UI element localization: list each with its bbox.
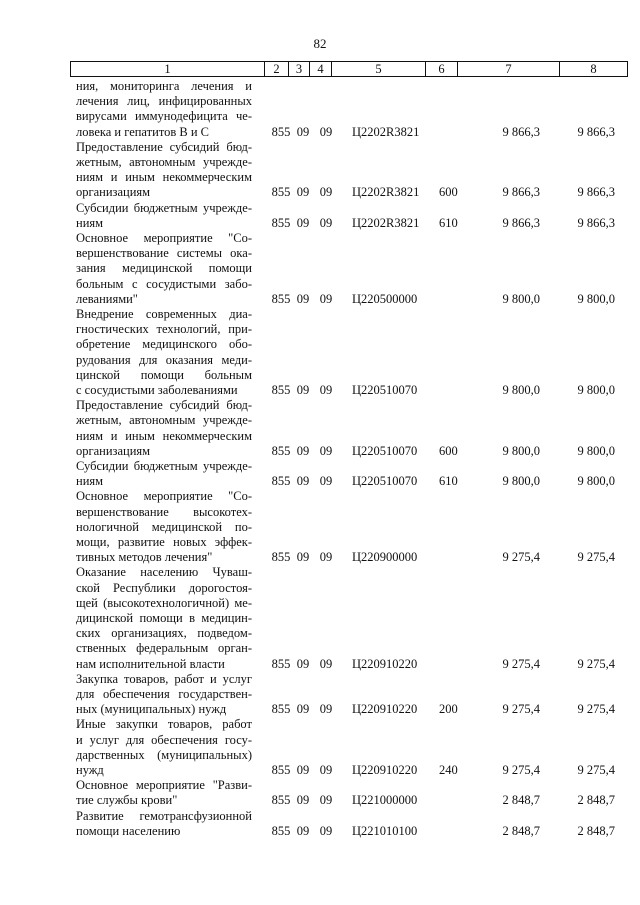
row-description (76, 565, 252, 671)
target-article-code: Ц221010100 (352, 823, 418, 838)
description-line: ния, мониторинга лечения и (76, 79, 252, 93)
subsection-code: 09 (319, 443, 333, 458)
amount-year-1: 9 275,4 (502, 762, 540, 777)
description-line: Субсидии бюджетным учрежде- (76, 459, 252, 473)
description-line: больным с сосудистыми забо- (76, 276, 252, 291)
description-line: нужд (76, 762, 104, 777)
row-description (76, 459, 252, 489)
subsection-code: 09 (319, 656, 333, 671)
description-line: Предоставление субсидий бюд- (76, 139, 252, 154)
description-line: леваниями" (76, 291, 138, 306)
column-header-1: 1 (71, 62, 265, 77)
amount-year-2: 2 848,7 (577, 793, 615, 808)
row-description (76, 717, 252, 778)
section-code: 09 (296, 124, 310, 139)
description-line: тивных методов лечения" (76, 550, 213, 565)
description-line: мощи, развитие новых эффек- (76, 534, 252, 549)
row-description (76, 201, 252, 231)
column-header-8: 8 (560, 62, 628, 77)
amount-year-2: 2 848,7 (577, 823, 615, 838)
expense-type-code: 600 (439, 185, 458, 200)
amount-year-1: 9 866,3 (502, 124, 540, 139)
description-line: организациям (76, 443, 151, 458)
description-line: рудования для оказания меди- (76, 352, 252, 367)
subsection-code: 09 (319, 823, 333, 838)
row-description (76, 140, 252, 201)
expense-type-code: 240 (439, 762, 458, 777)
description-line: щей (высокотехнологичной) ме- (76, 595, 252, 610)
amount-year-2: 9 866,3 (577, 124, 615, 139)
target-article-code: Ц220510070 (352, 474, 418, 489)
target-article-code: Ц2202R3821 (352, 215, 420, 230)
amount-year-1: 2 848,7 (502, 793, 540, 808)
description-line: Предоставление субсидий бюд- (76, 398, 252, 413)
section-code: 09 (296, 762, 310, 777)
description-line: Внедрение современных диа- (76, 307, 252, 321)
row-description (76, 489, 252, 565)
description-line: ственных федеральным орган- (76, 641, 252, 656)
description-line: вирусами иммунодефицита че- (76, 109, 252, 124)
amount-year-2: 9 800,0 (577, 383, 615, 397)
section-code: 09 (296, 215, 310, 230)
amount-year-1: 9 866,3 (502, 185, 540, 200)
amount-year-2: 9 800,0 (577, 474, 615, 489)
target-article-code: Ц220500000 (352, 291, 418, 306)
column-header-7: 7 (458, 62, 560, 77)
description-line: гностических технологий, при- (76, 322, 252, 337)
amount-year-1: 9 800,0 (502, 474, 540, 489)
description-line: Оказание населению Чуваш- (76, 565, 252, 580)
grbs-code: 855 (271, 702, 291, 717)
page-number: 82 (313, 36, 327, 51)
column-header-row (71, 62, 628, 77)
description-line: нологичной медицинской по- (76, 519, 252, 534)
grbs-code: 855 (271, 215, 291, 230)
expense-type-code: 600 (439, 443, 458, 458)
section-code: 09 (296, 823, 310, 838)
grbs-code: 855 (271, 185, 291, 200)
description-line: жетным, автономным учрежде- (76, 413, 252, 428)
description-line: Основное мероприятие "Разви- (76, 778, 252, 793)
grbs-code: 855 (271, 762, 291, 777)
amount-year-1: 9 275,4 (502, 702, 540, 717)
description-line: ловека и гепатитов B и C (76, 124, 210, 139)
amount-year-2: 9 275,4 (577, 762, 615, 777)
description-line: ниям и иным некоммерческим (76, 428, 252, 443)
description-line: жетным, автономным учрежде- (76, 154, 252, 169)
description-line: дарственных (муниципальных) (76, 747, 252, 762)
description-line: зания медицинской помощи (76, 261, 252, 276)
expense-type-code: 610 (439, 474, 458, 489)
subsection-code: 09 (319, 383, 333, 397)
description-line: с сосудистыми заболеваниями (76, 382, 238, 397)
amount-year-2: 9 275,4 (577, 702, 615, 717)
section-code: 09 (296, 656, 310, 671)
description-line: помощи населению (76, 823, 181, 838)
column-header-2: 2 (265, 62, 289, 77)
grbs-code: 855 (271, 793, 291, 808)
description-line: вершенствование высокотех- (76, 504, 252, 519)
expense-type-code: 200 (439, 702, 458, 717)
description-line: для обеспечения государствен- (76, 686, 252, 701)
amount-year-2: 9 275,4 (577, 656, 615, 671)
subsection-code: 09 (319, 474, 333, 489)
row-description (76, 778, 252, 808)
row-description (76, 809, 252, 839)
target-article-code: Ц2202R3821 (352, 124, 420, 139)
description-line: цинской помощи больным (76, 367, 252, 382)
section-code: 09 (296, 185, 310, 200)
description-line: ниям (76, 215, 104, 230)
description-line: Основное мероприятие "Со- (76, 489, 252, 504)
subsection-code: 09 (319, 124, 333, 139)
amount-year-2: 9 800,0 (577, 443, 615, 458)
section-code: 09 (296, 383, 310, 397)
section-code: 09 (296, 793, 310, 808)
subsection-code: 09 (319, 215, 333, 230)
subsection-code: 09 (319, 762, 333, 777)
description-line: тие службы крови" (76, 793, 178, 808)
row-description (76, 672, 252, 718)
target-article-code: Ц220510070 (352, 383, 418, 397)
amount-year-1: 9 866,3 (502, 215, 540, 230)
description-line: обретение медицинского обо- (76, 337, 252, 352)
description-line: ской Республики дорогостоя- (76, 580, 252, 595)
grbs-code: 855 (271, 443, 291, 458)
grbs-code: 855 (271, 383, 291, 397)
row-description (76, 231, 252, 307)
description-line: Развитие гемотрансфузионной (76, 808, 252, 823)
amount-year-1: 2 848,7 (502, 823, 540, 838)
target-article-code: Ц221000000 (352, 793, 418, 808)
description-line: Закупка товаров, работ и услуг (76, 671, 252, 686)
subsection-code: 09 (319, 185, 333, 200)
section-code: 09 (296, 474, 310, 489)
column-header-4: 4 (310, 62, 332, 77)
target-article-code: Ц220510070 (352, 443, 418, 458)
column-header-3: 3 (289, 62, 310, 77)
row-description (76, 79, 252, 140)
amount-year-2: 9 866,3 (577, 215, 615, 230)
amount-year-2: 9 866,3 (577, 185, 615, 200)
description-line: Субсидии бюджетным учрежде- (76, 200, 252, 215)
description-line: организациям (76, 185, 151, 200)
grbs-code: 855 (271, 550, 291, 565)
grbs-code: 855 (271, 823, 291, 838)
subsection-code: 09 (319, 550, 333, 565)
amount-year-1: 9 800,0 (502, 443, 540, 458)
subsection-code: 09 (319, 291, 333, 306)
grbs-code: 855 (271, 474, 291, 489)
grbs-code: 855 (271, 291, 291, 306)
row-description (76, 307, 252, 398)
amount-year-1: 9 800,0 (502, 291, 540, 306)
amount-year-1: 9 275,4 (502, 656, 540, 671)
description-line: лечения лиц, инфицированных (76, 94, 252, 109)
description-line: ных (муниципальных) нужд (76, 702, 227, 717)
amount-year-1: 9 275,4 (502, 550, 540, 565)
target-article-code: Ц2202R3821 (352, 185, 420, 200)
description-line: ниям и иным некоммерческим (76, 170, 252, 185)
amount-year-1: 9 800,0 (502, 383, 540, 397)
amount-year-2: 9 800,0 (577, 291, 615, 306)
section-code: 09 (296, 291, 310, 306)
subsection-code: 09 (319, 702, 333, 717)
description-line: ниям (76, 474, 104, 489)
description-line: и услуг для обеспечения госу- (76, 732, 252, 747)
column-header-table (70, 61, 628, 77)
target-article-code: Ц220900000 (352, 550, 418, 565)
description-line: вершенствование системы ока- (76, 246, 252, 261)
section-code: 09 (296, 702, 310, 717)
target-article-code: Ц220910220 (352, 762, 418, 777)
description-line: ских организациях, подведом- (76, 626, 252, 641)
description-line: нам исполнительной власти (76, 656, 225, 671)
row-description (76, 398, 252, 459)
target-article-code: Ц220910220 (352, 702, 418, 717)
subsection-code: 09 (319, 793, 333, 808)
column-header-6: 6 (426, 62, 458, 77)
column-header-5: 5 (332, 62, 426, 77)
target-article-code: Ц220910220 (352, 656, 418, 671)
grbs-code: 855 (271, 124, 291, 139)
expense-type-code: 610 (439, 215, 458, 230)
grbs-code: 855 (271, 656, 291, 671)
section-code: 09 (296, 550, 310, 565)
description-line: дицинской помощи в медицин- (76, 610, 252, 625)
description-line: Основное мероприятие "Со- (76, 231, 252, 245)
amount-year-2: 9 275,4 (577, 550, 615, 565)
section-code: 09 (296, 443, 310, 458)
description-line: Иные закупки товаров, работ (76, 717, 252, 732)
